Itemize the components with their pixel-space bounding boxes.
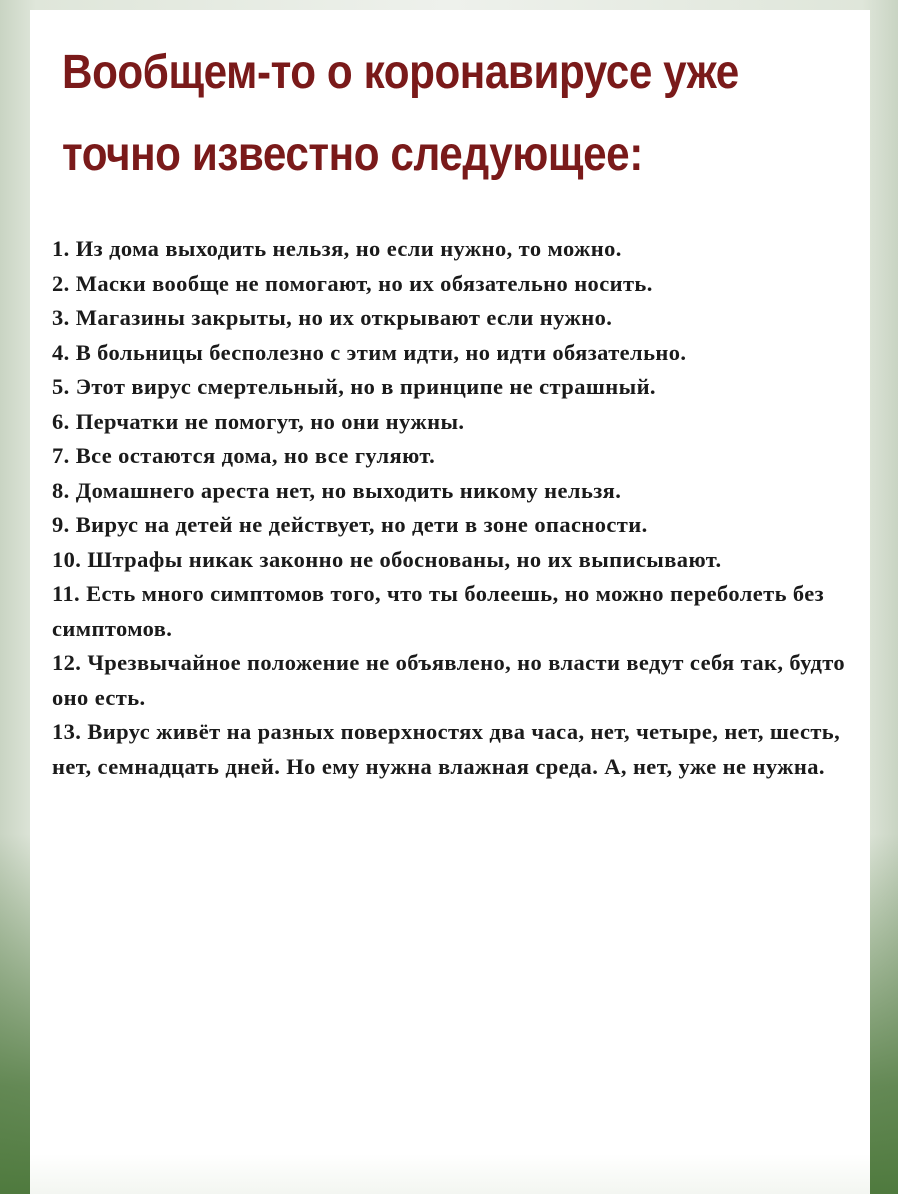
list-item: 11. Есть много симптомов того, что ты болеешь, но можно переболеть без симптомов. [52,581,825,641]
list-item: 8. Домашнего ареста нет, но выходить никому нельзя. [52,477,622,503]
list-item: 13. Вирус живёт на разных поверхностях два часа, нет, четыре, нет, шесть, нет, семнадцать дней. Но ему нужна влажная среда. А, нет, уже не нужна. [52,719,841,779]
list-item: 10. Штрафы никак законно не обоснованы, но их выписывают. [52,546,722,572]
page-title: Вообщем-то о коронавирусе уже точно известно следующее: [62,46,739,181]
list-item: 1. Из дома выходить нельзя, но если нужно, то можно. [52,236,622,261]
facts-list [52,232,870,784]
list-item: 4. В больницы бесполезно с этим идти, но идти обязательно. [52,339,687,365]
list-item: 5. Этот вирус смертельный, но в принципе не страшный. [52,374,656,399]
list-item: 3. Магазины закрыты, но их открывают если нужно. [52,305,613,330]
list-item: 6. Перчатки не помогут, но они нужны. [52,408,465,434]
content-card [30,10,870,1194]
list-item: 12. Чрезвычайное положение не объявлено, но власти ведут себя так, будто оно есть. [52,650,846,710]
list-item: 2. Маски вообще не помогают, но их обязательно носить. [52,270,653,296]
list-item: 9. Вирус на детей не действует, но дети в зоне опасности. [52,512,648,537]
bottom-fade [30,1154,870,1194]
list-item: 7. Все остаются дома, но все гуляют. [52,443,436,468]
